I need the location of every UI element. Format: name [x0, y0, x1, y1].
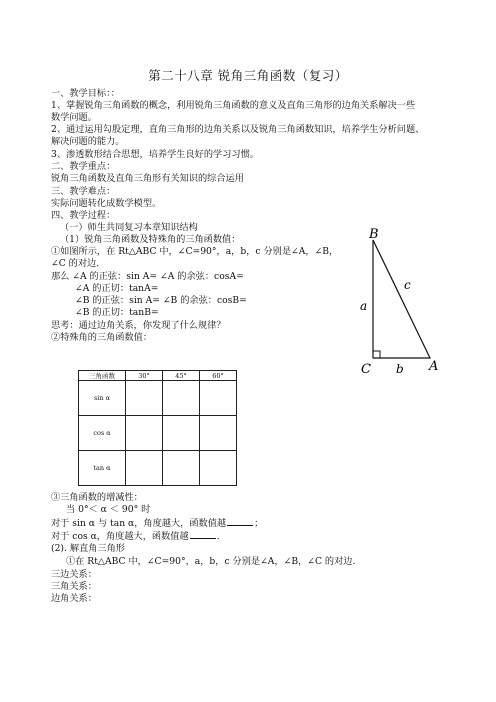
page-title: 第二十八章 锐角三角函数（复习）	[148, 68, 348, 83]
angle-range: 当 0°＜ α ＜ 90° 时	[66, 504, 151, 515]
right-angle-mark	[373, 351, 380, 358]
header-cell: 60°	[200, 371, 237, 381]
objective-1-cont: 数学问题。	[51, 112, 97, 123]
vertex-a-label: A	[429, 359, 439, 374]
row-label: sin α	[79, 381, 126, 416]
vertex-b-label: B	[369, 227, 379, 242]
side-relation: 三边关系：	[51, 569, 97, 580]
section-process: 四、教学过程：	[51, 210, 116, 221]
sin-cos-b: ∠B 的正弦：sin A= ∠B 的余弦：cosB=	[75, 295, 247, 306]
difficulties-text: 实际问题转化成数学模型。	[51, 198, 162, 209]
sin-tan-trend	[51, 517, 263, 529]
row-label: cos α	[79, 416, 126, 451]
table-header-row	[79, 371, 237, 381]
table-cell	[200, 381, 237, 416]
figure-description: ①如图所示，在 Rt△ABC 中，∠C=90°，a，b，c 分别是∠A，∠B，	[51, 246, 339, 257]
answer-blank	[190, 530, 216, 539]
table-row	[79, 381, 237, 416]
subsection-trig: （1）锐角三角函数及特殊角的三角函数值：	[60, 234, 241, 245]
table-cell	[163, 451, 200, 486]
vertex-c-label: C	[361, 362, 371, 374]
section-difficulties: 三、教学难点：	[51, 186, 116, 197]
side-a-label: a	[360, 299, 368, 313]
table-cell	[163, 416, 200, 451]
sin-cos-a: 那么 ∠A 的正弦：sin A= ∠A 的余弦：cosA=	[51, 271, 244, 282]
subsection-solve: (2). 解直角三角形	[51, 543, 125, 554]
process-part-1: （一）师生共同复习本章知识结构	[60, 222, 198, 233]
cos-trend	[51, 530, 226, 542]
objective-1: 1、掌握锐角三角函数的概念，利用锐角三角函数的意义及直角三角形的边角关系解决一些	[51, 100, 416, 111]
header-cell: 三角函数	[79, 371, 126, 381]
table-cell	[200, 416, 237, 451]
section-objectives: 一、教学目标：：	[51, 88, 120, 99]
table-cell	[126, 416, 163, 451]
objective-2-cont: 解决问题的能力。	[51, 136, 125, 147]
objective-2: 2、通过运用勾股定理，直角三角形的边角关系以及锐角三角函数知识，培养学生分析问题、	[51, 124, 425, 135]
section-key-points: 二、教学重点：	[51, 161, 116, 172]
tan-a: ∠A 的正切：tanA=	[75, 283, 159, 294]
table-cell	[200, 451, 237, 486]
sin-tan-trend-end: ；	[254, 518, 264, 529]
header-cell: 45°	[163, 371, 200, 381]
monotonicity-heading: ③三角函数的增减性：	[51, 492, 143, 503]
tan-b: ∠B 的正切：tanB=	[75, 307, 159, 318]
sin-tan-trend-text: 对于 sin α 与 tan α，角度越大，函数值越	[51, 518, 227, 529]
key-points-text: 锐角三角函数及直角三角形有关知识的综合运用	[51, 173, 244, 184]
answer-blank	[227, 517, 253, 526]
table-cell	[163, 381, 200, 416]
side-c-label: c	[404, 278, 411, 292]
cos-trend-text: 对于 cos α，角度越大，函数值越	[51, 531, 189, 542]
side-b-label: b	[396, 362, 404, 374]
cos-trend-end: ．	[216, 531, 226, 542]
side-angle-relation: 边角关系：	[51, 593, 97, 604]
figure-description-cont: ∠C 的对边．	[51, 258, 106, 269]
think-question: 思考：通过边角关系，你发现了什么规律？	[51, 320, 226, 331]
table-row	[79, 451, 237, 486]
table-cell	[126, 381, 163, 416]
header-cell: 30°	[126, 371, 163, 381]
row-label: tan α	[79, 451, 126, 486]
solve-description: ①在 Rt△ABC 中，∠C=90°，a，b，c 分别是∠A，∠B，∠C 的对边.	[66, 556, 356, 567]
special-angles-table	[78, 370, 237, 486]
special-angles-heading: ②特殊角的三角函数值：	[51, 332, 153, 343]
triangle-shape	[373, 240, 430, 358]
angle-relation: 三角关系：	[51, 581, 97, 592]
objective-3: 3、渗透数形结合思想，培养学生良好的学习习惯。	[51, 149, 259, 160]
table-row	[79, 416, 237, 451]
table-cell	[126, 451, 163, 486]
right-triangle-figure	[352, 226, 442, 374]
